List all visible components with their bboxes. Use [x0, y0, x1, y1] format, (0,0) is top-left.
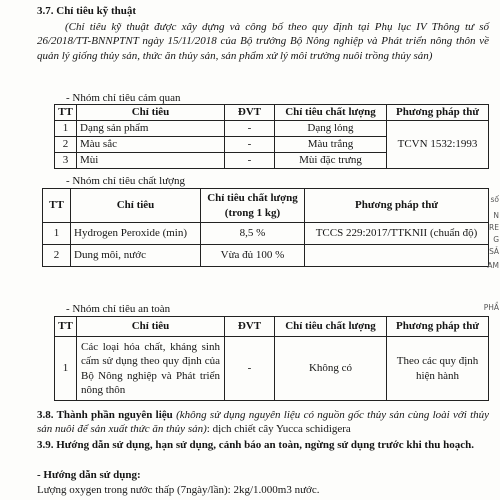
section-3-8-content: : dịch chiết cây Yucca schidigera	[206, 423, 351, 436]
margin-mark: G	[493, 235, 499, 244]
safety-table	[54, 316, 489, 401]
cell-method: TCVN 1532:1993	[387, 121, 489, 169]
header-tt: TT	[55, 105, 77, 121]
cell-tt: 1	[43, 223, 71, 245]
margin-mark: SẢ	[489, 247, 499, 256]
table-header-row	[55, 105, 489, 121]
margin-mark: RE	[489, 223, 499, 232]
header-quality: Chỉ tiêu chất lượng	[275, 317, 387, 337]
cell-unit: -	[225, 121, 275, 137]
quality-table	[42, 188, 489, 267]
margin-mark: số	[490, 195, 499, 204]
table-header-row	[43, 189, 489, 223]
usage-line-1: Lượng oxygen trong nước thấp (7ngày/lần): 2kg/1.000m3 nước.	[37, 484, 320, 496]
header-tt: TT	[55, 317, 77, 337]
cell-criteria: Dạng sản phẩm	[77, 121, 225, 137]
table-row	[43, 223, 489, 245]
header-quality: Chỉ tiêu chất lượng	[275, 105, 387, 121]
cell-tt: 1	[55, 121, 77, 137]
section-3-8-heading: 3.8. Thành phần nguyên liệu	[37, 409, 173, 421]
cell-quality: Vừa đủ 100 %	[201, 245, 305, 267]
cell-criteria: Dung môi, nước	[71, 245, 201, 267]
header-criteria: Chỉ tiêu	[77, 317, 225, 337]
cell-criteria: Các loại hóa chất, kháng sinh cấm sử dụng theo quy định của Bộ Nông nghiệp và Phát triển nông thôn	[77, 337, 225, 401]
header-quality: Chỉ tiêu chất lượng (trong 1 kg)	[201, 189, 305, 223]
header-criteria: Chỉ tiêu	[71, 189, 201, 223]
table-row	[55, 337, 489, 401]
margin-mark: AM	[487, 261, 499, 270]
table-row	[43, 245, 489, 267]
cell-method: TCCS 229:2017/TTKNII (chuẩn độ)	[305, 223, 489, 245]
table-header-row	[55, 317, 489, 337]
cell-tt: 2	[55, 137, 77, 153]
margin-mark: N	[493, 211, 499, 220]
cell-tt: 3	[55, 153, 77, 169]
header-method: Phương pháp thử	[387, 105, 489, 121]
cell-unit: -	[225, 137, 275, 153]
section-3-7-intro: (Chỉ tiêu kỹ thuật được xây dựng và công bố theo quy định tại Phụ lục IV Thông tư số 26/2018/TT-BNNPTNT ngày 15/11/2018 của Bộ trưởng Bộ Nông nghiệp và Phát triển nông thôn về quản lý giống thủy sản, thức ăn thủy sản, sản phẩm xử lý môi trường nuôi trồng thủy sản)	[37, 21, 489, 62]
cell-tt: 1	[55, 337, 77, 401]
usage-instructions-heading: - Hướng dẫn sử dụng:	[37, 469, 141, 481]
cell-quality: 8,5 %	[201, 223, 305, 245]
margin-mark: PHẦ	[483, 303, 499, 312]
cell-quality: Mùi đặc trưng	[275, 153, 387, 169]
cell-tt: 2	[43, 245, 71, 267]
cell-criteria: Màu sắc	[77, 137, 225, 153]
section-3-8-note: (không sử dụng nguyên liệu có nguồn gốc thủy sản cùng loài với thủy sản nuôi để sản xuất thức ăn thủy sản)	[37, 409, 490, 436]
cell-quality: Màu trắng	[275, 137, 387, 153]
cell-unit: -	[225, 337, 275, 401]
table-row	[55, 121, 489, 137]
cell-method: Theo các quy định hiện hành	[387, 337, 489, 401]
section-3-7-heading: 3.7. Chỉ tiêu kỹ thuật	[37, 5, 137, 17]
quality-group-label: - Nhóm chỉ tiêu chất lượng	[66, 175, 186, 187]
cell-criteria: Hydrogen Peroxide (min)	[71, 223, 201, 245]
cell-quality: Không có	[275, 337, 387, 401]
cell-quality: Dạng lỏng	[275, 121, 387, 137]
section-3-9-heading: 3.9. Hướng dẫn sử dụng, hạn sử dụng, cảnh báo an toàn, ngừng sử dụng trước khi thu hoạch.	[37, 439, 474, 451]
header-method: Phương pháp thử	[305, 189, 489, 223]
header-unit: ĐVT	[225, 317, 275, 337]
sensory-table	[54, 104, 489, 169]
safety-group-label: - Nhóm chỉ tiêu an toàn	[66, 303, 171, 315]
section-3-8	[37, 408, 489, 437]
cell-method	[305, 245, 489, 267]
header-unit: ĐVT	[225, 105, 275, 121]
header-method: Phương pháp thử	[387, 317, 489, 337]
cell-criteria: Mùi	[77, 153, 225, 169]
cell-unit: -	[225, 153, 275, 169]
header-criteria: Chỉ tiêu	[77, 105, 225, 121]
header-tt: TT	[43, 189, 71, 223]
sensory-group-label: - Nhóm chỉ tiêu cảm quan	[66, 92, 181, 104]
